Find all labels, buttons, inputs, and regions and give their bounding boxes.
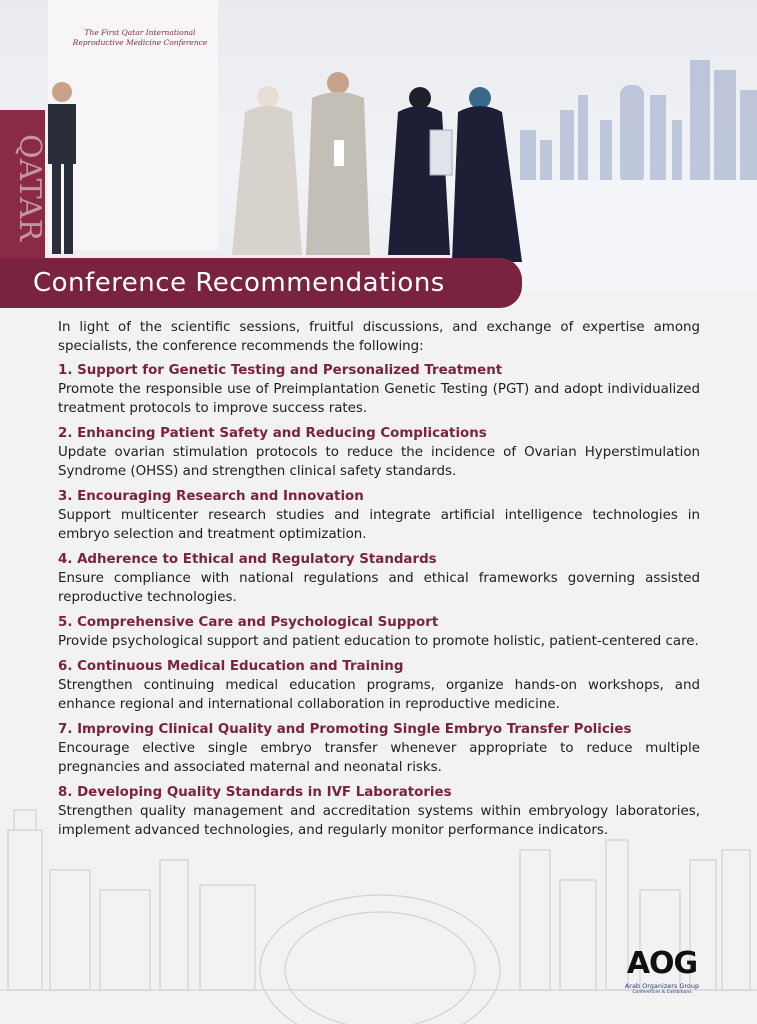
recommendation-item <box>58 657 700 714</box>
logo-tagline: Conferences & Exhibitions <box>632 990 692 995</box>
recommendation-heading: 1. Support for Genetic Testing and Personalized Treatment <box>58 363 503 378</box>
intro-paragraph: In light of the scientific sessions, fruitful discussions, and exchange of expertise among specialists, the conference recommends the following: <box>58 320 700 354</box>
recommendation-body: Encourage elective single embryo transfer whenever appropriate to reduce multiple pregnancies and associated maternal and neonatal risks. <box>58 741 700 775</box>
header-photo <box>0 0 757 292</box>
recommendation-item <box>58 361 700 418</box>
recommendation-body: Promote the responsible use of Preimplantation Genetic Testing (PGT) and adopt individualized treatment protocols to improve success rates. <box>58 382 700 416</box>
recommendation-item <box>58 720 700 777</box>
recommendation-item <box>58 550 700 607</box>
recommendation-body: Ensure compliance with national regulations and ethical frameworks governing assisted reproductive technologies. <box>58 571 700 605</box>
recommendation-item <box>58 487 700 544</box>
aog-logo <box>617 946 707 1016</box>
recommendation-body: Strengthen continuing medical education programs, organize hands-on workshops, and enhance regional and international collaboration in reproductive medicine. <box>58 678 700 712</box>
content <box>58 318 700 846</box>
logo-mark: AOG <box>626 946 698 981</box>
recommendation-body: Update ovarian stimulation protocols to reduce the incidence of Ovarian Hyperstimulation Syndrome (OHSS) and strengthen clinical safety standards. <box>58 445 700 479</box>
recommendation-heading: 5. Comprehensive Care and Psychological Support <box>58 615 439 630</box>
recommendation-heading: 8. Developing Quality Standards in IVF Laboratories <box>58 785 452 800</box>
recommendation-heading: 6. Continuous Medical Education and Training <box>58 659 404 674</box>
recommendation-body: Support multicenter research studies and integrate artificial intelligence technologies in embryo selection and treatment optimization. <box>58 508 700 542</box>
page-title: Conference Recommendations <box>33 268 445 298</box>
recommendation-heading: 4. Adherence to Ethical and Regulatory Standards <box>58 552 437 567</box>
title-banner <box>0 258 522 308</box>
recommendation-item <box>58 613 700 651</box>
recommendation-heading: 7. Improving Clinical Quality and Promoting Single Embryo Transfer Policies <box>58 722 632 737</box>
recommendation-body: Strengthen quality management and accreditation systems within embryology laboratories, implement advanced technologies, and regularly monitor performance indicators. <box>58 804 700 838</box>
backdrop-text: The First Qatar International Reproductive Medicine Conference <box>72 28 208 47</box>
recommendation-item <box>58 424 700 481</box>
recommendation-heading: 3. Encouraging Research and Innovation <box>58 489 364 504</box>
svg-text:QATAR: QATAR <box>12 134 47 242</box>
logo-name: Arab Organizers Group <box>624 982 700 990</box>
recommendation-item <box>58 783 700 840</box>
recommendation-heading: 2. Enhancing Patient Safety and Reducing Complications <box>58 426 487 441</box>
recommendation-body: Provide psychological support and patient education to promote holistic, patient-centered care. <box>58 634 699 649</box>
